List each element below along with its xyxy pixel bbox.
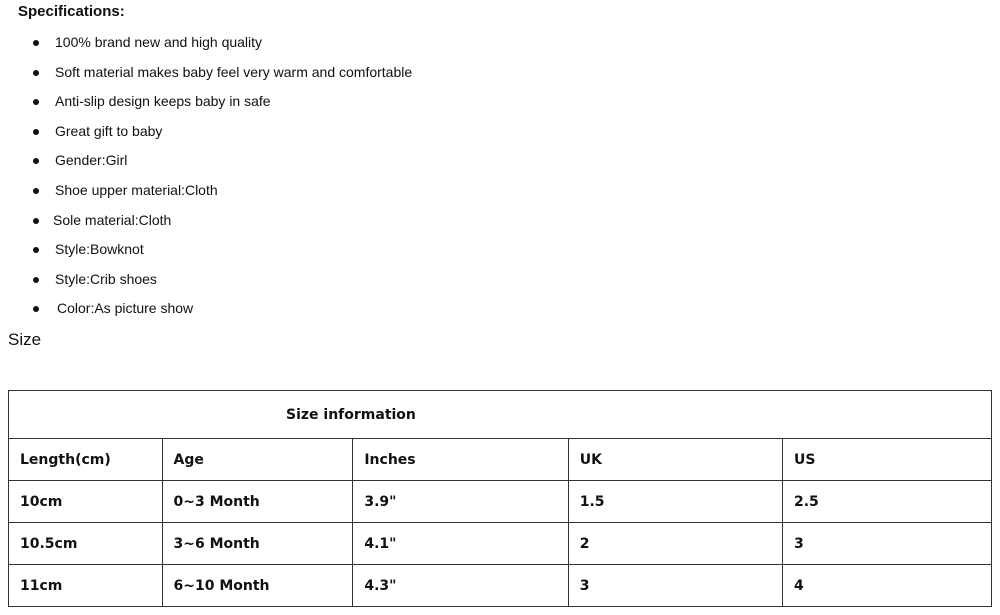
spec-item-text: Great gift to baby [55, 122, 163, 139]
table-row [9, 565, 992, 607]
cell-length: 10cm [9, 481, 163, 523]
spec-item [0, 28, 600, 58]
cell-inches: 4.1" [353, 523, 568, 565]
table-row [9, 481, 992, 523]
size-table [8, 390, 992, 607]
bullet-icon [33, 247, 39, 253]
spec-item-text: Gender:Girl [55, 152, 128, 169]
bullet-icon [33, 218, 39, 224]
size-section-label: Size [8, 330, 42, 349]
specifications-list [0, 28, 600, 324]
cell-uk: 1.5 [568, 481, 782, 523]
spec-item [0, 146, 600, 176]
bullet-icon [33, 129, 39, 135]
size-table-caption-row [9, 391, 992, 439]
spec-item [0, 265, 600, 295]
column-header-age: Age [162, 439, 353, 481]
spec-item [0, 117, 600, 147]
spec-item-text: Style:Crib shoes [55, 270, 157, 287]
column-header-us: US [783, 439, 992, 481]
column-header-uk: UK [568, 439, 782, 481]
bullet-icon [33, 188, 39, 194]
spec-item [0, 294, 600, 324]
spec-item [0, 235, 600, 265]
spec-item-text: Soft material makes baby feel very warm and comfortable [55, 63, 413, 80]
column-header-length: Length(cm) [9, 439, 163, 481]
spec-item-text: Shoe upper material:Cloth [55, 181, 218, 198]
table-row [9, 523, 992, 565]
bullet-icon [33, 40, 39, 46]
cell-age: 6~10 Month [162, 565, 353, 607]
spec-item-text: Sole material:Cloth [53, 211, 172, 228]
column-header-inches: Inches [353, 439, 568, 481]
size-table-header-row [9, 439, 992, 481]
spec-item-text: Anti-slip design keeps baby in safe [55, 93, 271, 110]
spec-item [0, 206, 600, 236]
size-table-caption [9, 391, 992, 439]
bullet-icon [33, 70, 39, 76]
spec-item [0, 87, 600, 117]
cell-length: 10.5cm [9, 523, 163, 565]
cell-age: 0~3 Month [162, 481, 353, 523]
cell-inches: 4.3" [353, 565, 568, 607]
cell-us: 2.5 [783, 481, 992, 523]
specifications-heading: Specifications: [18, 3, 125, 20]
spec-item-text: Color:As picture show [57, 300, 194, 317]
bullet-icon [33, 99, 39, 105]
cell-inches: 3.9" [353, 481, 568, 523]
cell-length: 11cm [9, 565, 163, 607]
bullet-icon [33, 277, 39, 283]
spec-item [0, 58, 600, 88]
spec-item-text: Style:Bowknot [55, 241, 144, 258]
bullet-icon [33, 306, 39, 312]
cell-uk: 2 [568, 523, 782, 565]
cell-us: 4 [783, 565, 992, 607]
cell-us: 3 [783, 523, 992, 565]
cell-age: 3~6 Month [162, 523, 353, 565]
size-table-caption-text: Size information [286, 406, 416, 423]
spec-item-text: 100% brand new and high quality [55, 34, 263, 50]
cell-uk: 3 [568, 565, 782, 607]
spec-item [0, 176, 600, 206]
bullet-icon [33, 158, 39, 164]
